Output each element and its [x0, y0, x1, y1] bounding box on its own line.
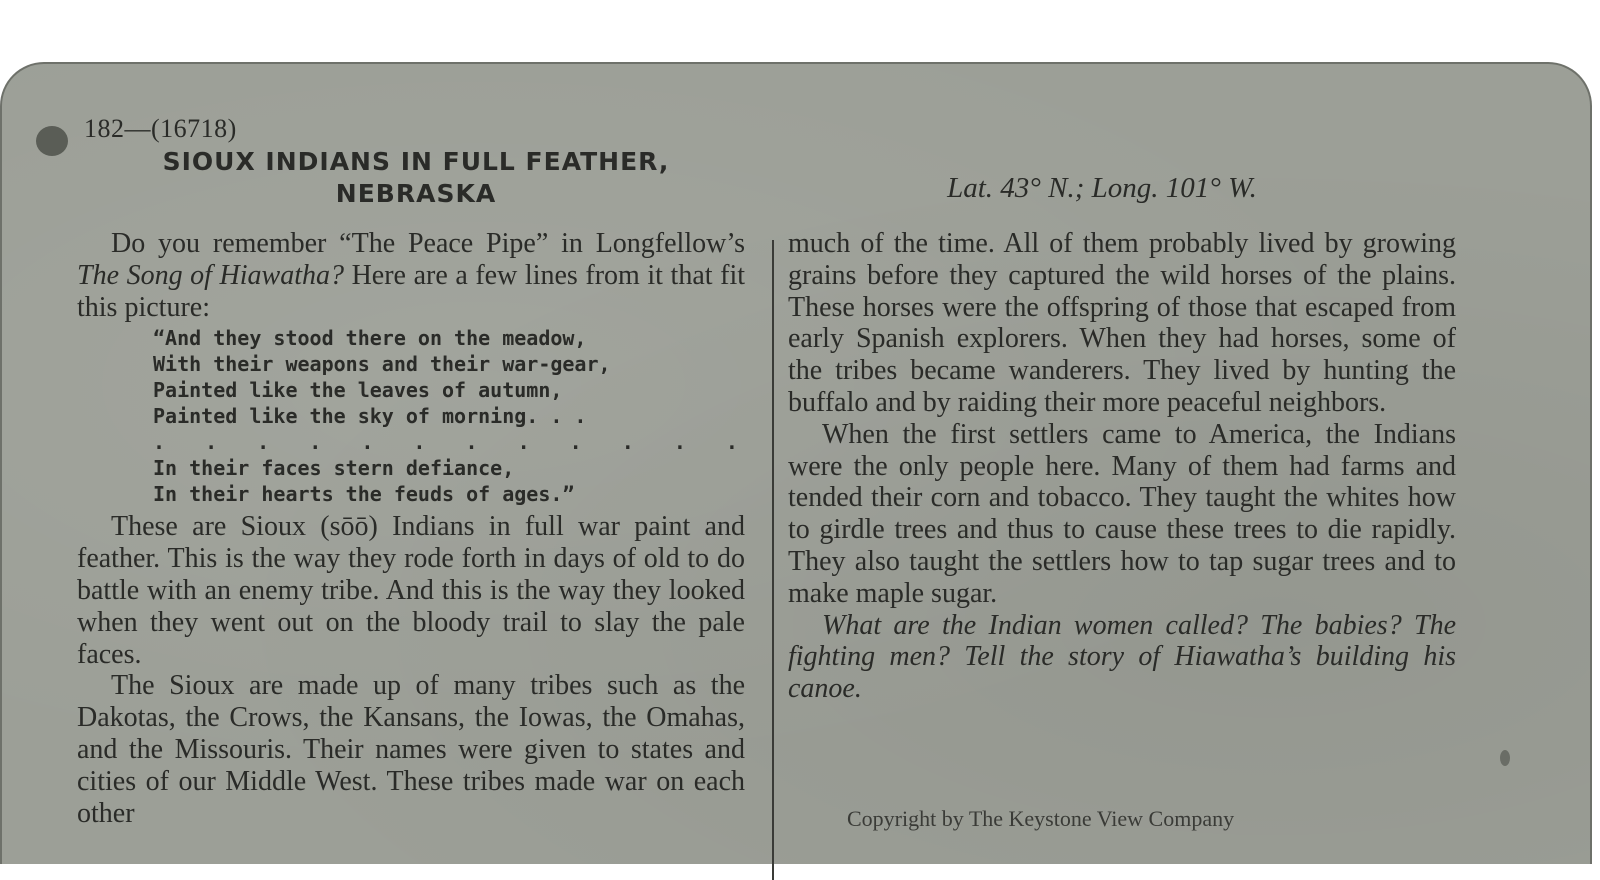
- poem-line: In their faces stern defiance,: [153, 456, 515, 481]
- coordinates: Lat. 43° N.; Long. 101° W.: [947, 172, 1257, 204]
- copyright-notice: Copyright by The Keystone View Company: [847, 806, 1235, 831]
- poem-line: Painted like the sky of morning. . .: [153, 404, 587, 429]
- poem-line: With their weapons and their war-gear,: [153, 352, 611, 377]
- column-divider: [772, 240, 774, 880]
- card-number: 182—(16718): [84, 114, 237, 143]
- poem-line: Painted like the leaves of autumn,: [153, 378, 563, 403]
- paragraph: much of the time. All of them probably lived by growing grains before they captured the wild horses of the plains. These horses were the offspring of those that escaped from early Spanish explorers. When they had horses, some of the tribes became wanderers. They lived by hunting the buffalo and by raiding their more peaceful neighbors.: [788, 228, 1456, 418]
- right-column: [788, 228, 1456, 705]
- poem-line: In their hearts the feuds of ages.”: [153, 482, 575, 507]
- poem-excerpt: [153, 325, 752, 507]
- stereoview-card-back: [0, 62, 1592, 864]
- left-column: [77, 228, 752, 829]
- intro-text-1: Do you remember “The Peace Pipe” in Longfellow’s: [111, 228, 745, 259]
- poem-ellipsis: . . . . . . . . . . . .: [153, 430, 752, 455]
- intro-text-2: Here are a few lines from it that fit this picture:: [77, 259, 746, 323]
- paragraph: When the first settlers came to America, the Indians were the only people here. Many of them had farms and tended their corn and tobacco. They taught the whites how to girdle trees and thus to cause these trees to die rapidly. They also taught the settlers how to tap sugar trees and to make maple sugar.: [788, 418, 1456, 609]
- book-title: The Song of Hiawatha?: [77, 259, 344, 291]
- punch-hole-mark: [1500, 750, 1510, 766]
- intro-paragraph: [77, 228, 745, 323]
- card-title-line1: SIOUX INDIANS IN FULL FEATHER,: [162, 147, 670, 176]
- poem-line: “And they stood there on the meadow,: [153, 326, 587, 351]
- card-title-line2: NEBRASKA: [335, 179, 497, 208]
- paragraph: The Sioux are made up of many tribes such as the Dakotas, the Crows, the Kansans, the Iowas, the Omahas, and the Missouris. Their names were given to states and cities of our Middle West. These tribes made war on each other: [77, 670, 745, 829]
- study-questions: What are the Indian women called? The babies? The fighting men? Tell the story of Hiawatha’s building his canoe.: [788, 609, 1456, 705]
- card-title: [86, 146, 746, 210]
- punch-hole: [36, 126, 68, 156]
- paragraph: These are Sioux (sōō) Indians in full war paint and feather. This is the way they rode forth in days of old to do battle with an enemy tribe. And this is the way they looked when they went out on the bloody trail to slay the pale faces.: [77, 511, 745, 670]
